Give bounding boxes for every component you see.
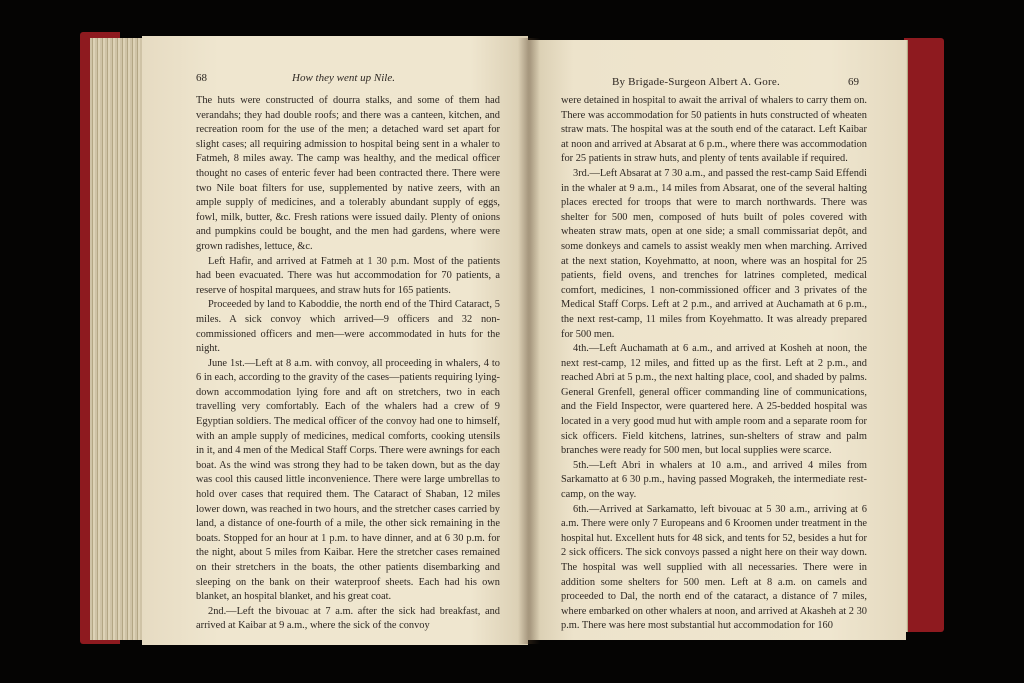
right-page (528, 40, 906, 640)
left-page-body (196, 94, 500, 634)
book-cover-right (904, 38, 944, 632)
paragraph: were detained in hospital to await the arrival of whalers to carry them on. There was accommodation for 50 patients in huts constructed of wheaten straw mats. The hospital was at the south end of the cataract. Left Kaibar at noon and arrived at Absarat at 6 p.m., where there was accommodation for 25 patients in straw huts, and plenty of tents available if required. (561, 95, 867, 165)
paragraph: Proceeded by land to Kaboddie, the north end of the Third Cataract, 5 miles. A sick convoy which arrived—9 officers and 32 non-commissioned officers and men—were accommodated in huts for the night. (196, 299, 500, 355)
paragraph: June 1st.—Left at 8 a.m. with convoy, all proceeding in whalers, 4 to 6 in each, according to the gravity of the cases—patients requiring lying-down accommodation lying fore and aft on stretchers, two in each travelling very comfortably. Each of the whalers had a crew of 9 Egyptian soldiers. The medical officer of the convoy had one to himself, with an ample supply of medicines, medical comforts, cooking utensils in it, and 4 men of the Medical Staff Corps. There were awnings for each boat. As the wind was strong they had to be taken down, but as the day was cool this caused little inconvenience. There were large umbrellas to hold over cases that required them. The Cataract of Shaban, 12 miles lower down, was reached in two hours, and the stretcher cases carried by land, a distance of one-fourth of a mile, the other sick remaining in the boats. Stopped for an hour at 1 p.m. to have dinner, and at 6 30 p.m. for the night, about 5 miles from Kaibar. Here the stretcher cases remained on their stretchers in the boats, the other patients disembarking and sleeping on the bank on their waterproof sheets. Each had his own blanket, an hospital blanket, and his great coat. (196, 357, 500, 603)
right-running-head: By Brigade-Surgeon Albert A. Gore. (612, 76, 780, 88)
left-page (142, 36, 528, 645)
book-gutter (518, 38, 540, 644)
right-page-body (561, 94, 867, 634)
left-page-number: 68 (196, 72, 207, 84)
paragraph: The huts were constructed of dourra stalks, and some of them had verandahs; they had double roofs; and there was a canteen, kitchen, and recreation room for the use of the men; a detached ward set apart for slight cases; all requiring admission to hospital being sent in a whaler to Fatmeh, 8 miles away. The camp was healthy, and the medical officer thought no cases of enteric fever had been contracted there. There were two Nile boat filters for use, supplemented by native zeers, with an ample supply of medicines, and a tolerably abundant supply of eggs, fowl, milk, butter, &c. Fresh rations were issued daily. Plenty of onions and pumpkins could be bought, and the men had gardens, where were grown radishes, lettuce, &c. (196, 95, 500, 252)
left-running-head: How they went up Nile. (292, 72, 395, 84)
paragraph: 6th.—Arrived at Sarkamatto, left bivouac at 5 30 a.m., arriving at 6 a.m. There were only 7 Europeans and 6 Kroomen under treatment in the hospital hut. Excellent huts for 48 sick, and tents for 52, besides a hut for 2 sick officers. The sick convoys passed a night here on their way down. The hospital was well supplied with all necessaries. There were in addition some shelters for 500 men. Left at 8 a.m. on camels and proceeded to Dal, the north end of the cataract, a distance of 7 miles, where embarked on other whalers at noon, and arrived at Akasheh at 2 30 p.m. There was here most substantial hut accommodation for 160 (561, 503, 867, 632)
paragraph: Left Hafir, and arrived at Fatmeh at 1 30 p.m. Most of the patients had been evacuated. There was hut accommodation for 70 patients, a reserve of hospital marquees, and straw huts for 165 patients. (196, 255, 500, 296)
page-edges-left (90, 38, 150, 640)
paragraph: 4th.—Left Auchamath at 6 a.m., and arrived at Kosheh at noon, the next rest-camp, 12 miles, and fitted up as the first. Left at 2 p.m., and reached Abri at 5 p.m., the next halting place, cool, and shaded by palms. General Grenfell, general officer commanding line of communications, and the Field Inspector, were quartered here. A 25-bedded hospital was located in a very good mud hut with ample room and a separate room for sick officers. Field kitchens, latrines, sun-shelters of straw and palm branches were ready for 500 men, but local supplies were scarce. (561, 343, 867, 457)
paragraph: 3rd.—Left Absarat at 7 30 a.m., and passed the rest-camp Said Effendi in the whaler at 9 a.m., 14 miles from Absarat, one of the several halting places erected for troops that were to march northwards. There was shelter for 500 men, composed of huts built of poles covered with wheaten straw mats, open at one side; a small commissariat depôt, and some donkeys and camels to assist weakly men when marching. Arrived at the next station, Koyehmatto, at noon, where was an hospital for 25 patients, field ovens, and trenches for latrines completed, medical comfort, medicines, 1 non-commissioned officer and 3 privates of the Medical Staff Corps. Left at 2 p.m., and arrived at Auchamath at 6 p.m., the next rest-camp, 11 miles from Koyehmatto. It was already prepared for 500 men. (561, 167, 867, 340)
paragraph: 2nd.—Left the bivouac at 7 a.m. after the sick had breakfast, and arrived at Kaibar at 9 a.m., where the sick of the convoy (196, 605, 500, 632)
right-page-number: 69 (848, 76, 859, 88)
paragraph: 5th.—Left Abri in whalers at 10 a.m., and arrived 4 miles from Sarkamatto at 6 30 p.m., having passed Mograkeh, the intermediate rest-camp, on the way. (561, 459, 867, 501)
